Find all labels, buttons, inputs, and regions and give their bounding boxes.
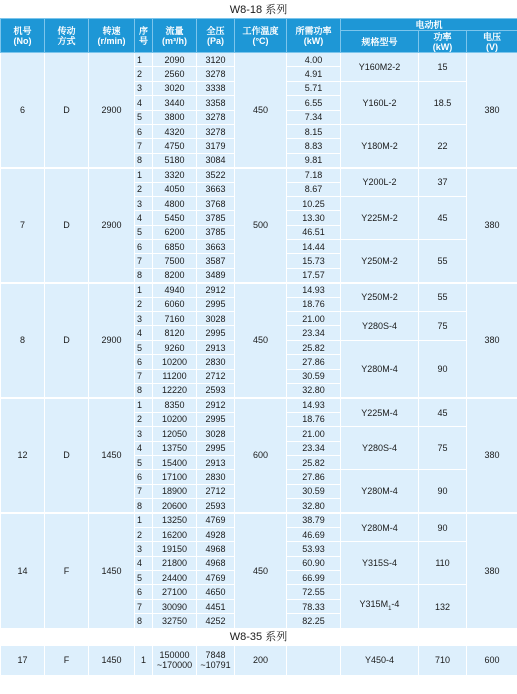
cell-temp: 450 [235, 53, 287, 168]
cell-flow: 5180 [153, 153, 197, 167]
cell-seq: 6 [135, 470, 153, 484]
cell-motor-power: 75 [419, 312, 467, 341]
cell-flow: 3020 [153, 81, 197, 95]
cell-speed: 2900 [89, 283, 135, 398]
col-header-temp: 工作温度 (°C) [235, 19, 287, 53]
cell-voltage: 380 [467, 513, 517, 628]
cell-flow: 4750 [153, 139, 197, 153]
cell-motor-power: 90 [419, 340, 467, 398]
cell-flow: 8120 [153, 326, 197, 340]
cell-power-req: 6.55 [287, 96, 341, 110]
cell-flow: 2560 [153, 67, 197, 81]
cell-seq: 3 [135, 196, 153, 210]
cell-seq: 8 [135, 499, 153, 513]
cell-drive: D [45, 398, 89, 513]
cell-pressure: 3179 [197, 139, 235, 153]
col-header-speed: 转速 (r/min) [89, 19, 135, 53]
cell-power-req: 23.34 [287, 441, 341, 455]
cell-pressure: 4769 [197, 571, 235, 585]
cell-flow: 4320 [153, 124, 197, 138]
cell-seq: 6 [135, 355, 153, 369]
cell-motor-power: 45 [419, 196, 467, 239]
cell-pressure: 4968 [197, 556, 235, 570]
cell-power-req: 46.69 [287, 527, 341, 541]
table-row [1, 283, 517, 297]
cell-motor-power: 45 [419, 398, 467, 427]
cell-flow: 6850 [153, 240, 197, 254]
cell-motor-model: Y280S-4 [341, 312, 419, 341]
cell-voltage: 380 [467, 168, 517, 283]
col-header-motor-power: 功率 (kW) [419, 31, 467, 53]
cell-pressure: 3028 [197, 427, 235, 441]
cell-machine-no: 14 [1, 513, 45, 628]
cell-flow: 21800 [153, 556, 197, 570]
cell-flow: 17100 [153, 470, 197, 484]
cell-seq: 7 [135, 139, 153, 153]
cell-pressure: 3278 [197, 110, 235, 124]
cell-motor-model: Y280S-4 [341, 427, 419, 470]
cell-machine-no: 8 [1, 283, 45, 398]
cell-motor-power: 90 [419, 513, 467, 542]
cell-seq: 2 [135, 527, 153, 541]
cell-motor-power: 132 [419, 585, 467, 628]
cell-motor-model: Y160L-2 [341, 81, 419, 124]
cell-seq: 5 [135, 571, 153, 585]
col-header-machine-no: 机号 (No) [1, 19, 45, 53]
cell-flow: 7500 [153, 254, 197, 268]
cell-flow: 13250 [153, 513, 197, 527]
cell-seq: 4 [135, 96, 153, 110]
cell-power-req: 27.86 [287, 470, 341, 484]
cell-power-req: 14.44 [287, 240, 341, 254]
cell-power-req: 7.34 [287, 110, 341, 124]
cell-pressure: 3338 [197, 81, 235, 95]
spec-table-body [1, 53, 517, 629]
cell-flow: 12050 [153, 427, 197, 441]
cell-machine-no: 12 [1, 398, 45, 513]
cell-seq: 7 [135, 484, 153, 498]
cell-seq: 2 [135, 67, 153, 81]
cell-seq: 4 [135, 556, 153, 570]
cell-motor-model: Y225M-4 [341, 398, 419, 427]
cell-seq: 2 [135, 412, 153, 426]
cell-flow: 5450 [153, 211, 197, 225]
cell-drive: F [45, 513, 89, 628]
col-header-pressure: 全压 (Pa) [197, 19, 235, 53]
cell-motor-model: $Y315M_1-4$ [341, 585, 419, 628]
cell-power-req: 32.80 [287, 499, 341, 513]
fan-spec-table-w8-35 [0, 645, 517, 676]
cell-pressure: 4650 [197, 585, 235, 599]
cell-speed: 1450 [89, 398, 135, 513]
cell-flow: 6200 [153, 225, 197, 239]
cell-motor-model: Y280M-4 [341, 513, 419, 542]
cell-temp: 500 [235, 168, 287, 283]
cell-pressure: 3278 [197, 124, 235, 138]
cell-pressure: 3120 [197, 53, 235, 67]
cell-flow: 24400 [153, 571, 197, 585]
table-row [1, 53, 517, 67]
cell-flow: 3800 [153, 110, 197, 124]
cell-pressure: 2913 [197, 455, 235, 469]
cell-power-req: 18.76 [287, 297, 341, 311]
cell-seq: 2 [135, 297, 153, 311]
cell-flow: 7160 [153, 312, 197, 326]
cell-pressure: 3028 [197, 312, 235, 326]
cell-flow: 4050 [153, 182, 197, 196]
cell-power-req: 66.99 [287, 571, 341, 585]
cell-pressure: 2995 [197, 412, 235, 426]
cell-power-req: 4.00 [287, 53, 341, 67]
cell-voltage: 380 [467, 398, 517, 513]
cell-power-req: 23.34 [287, 326, 341, 340]
cell-motor-model: Y315S-4 [341, 542, 419, 585]
cell-pressure: 2830 [197, 355, 235, 369]
cell-seq: 3 [135, 312, 153, 326]
cell-drive: F [45, 645, 89, 675]
cell-seq: 5 [135, 340, 153, 354]
cell-flow: 3320 [153, 168, 197, 182]
col-header-seq: 序 号 [135, 19, 153, 53]
series-title-w8-18: W8-18 系列 [229, 4, 288, 16]
cell-pressure: 7848 ~10791 [197, 645, 235, 675]
cell-flow: 4800 [153, 196, 197, 210]
cell-pressure: 3522 [197, 168, 235, 182]
cell-speed: 1450 [89, 645, 135, 675]
cell-seq: 8 [135, 383, 153, 397]
cell-power-req: 21.00 [287, 427, 341, 441]
cell-pressure: 2995 [197, 297, 235, 311]
cell-pressure: 3768 [197, 196, 235, 210]
cell-temp: 450 [235, 283, 287, 398]
cell-pressure: 3663 [197, 240, 235, 254]
cell-motor-power: 710 [419, 645, 467, 675]
cell-seq: 1 [135, 283, 153, 297]
cell-pressure: 4968 [197, 542, 235, 556]
col-header-motor: 电动机 [341, 19, 517, 31]
cell-pressure: 3785 [197, 225, 235, 239]
cell-drive: D [45, 283, 89, 398]
cell-seq: 7 [135, 254, 153, 268]
cell-flow: 3440 [153, 96, 197, 110]
cell-power-req: 32.80 [287, 383, 341, 397]
cell-flow: 30090 [153, 599, 197, 613]
cell-motor-power: 110 [419, 542, 467, 585]
cell-drive: D [45, 53, 89, 168]
cell-power-req: 14.93 [287, 398, 341, 412]
cell-power-req: 27.86 [287, 355, 341, 369]
cell-speed: 2900 [89, 168, 135, 283]
col-header-power-req: 所需功率 (kW) [287, 19, 341, 53]
cell-seq: 1 [135, 53, 153, 67]
cell-motor-power: 15 [419, 53, 467, 82]
cell-power-req: 78.33 [287, 599, 341, 613]
col-header-motor-model: 规格型号 [341, 31, 419, 53]
cell-power-req: 25.82 [287, 340, 341, 354]
table-row [1, 168, 517, 182]
cell-power-req: 4.91 [287, 67, 341, 81]
cell-pressure: 3489 [197, 268, 235, 282]
cell-flow: 20600 [153, 499, 197, 513]
cell-flow: 13750 [153, 441, 197, 455]
cell-voltage: 380 [467, 283, 517, 398]
cell-seq: 8 [135, 268, 153, 282]
cell-power-req: 38.79 [287, 513, 341, 527]
cell-seq: 3 [135, 427, 153, 441]
cell-motor-power: 37 [419, 168, 467, 197]
cell-motor-model: Y280M-4 [341, 340, 419, 398]
cell-flow: 10200 [153, 355, 197, 369]
cell-pressure: 2995 [197, 326, 235, 340]
cell-power-req [287, 645, 341, 675]
cell-flow: 9260 [153, 340, 197, 354]
cell-pressure: 2712 [197, 484, 235, 498]
cell-seq: 5 [135, 110, 153, 124]
cell-motor-power: 90 [419, 470, 467, 513]
col-header-voltage: 电压 (V) [467, 31, 517, 53]
cell-pressure: 3587 [197, 254, 235, 268]
cell-temp: 200 [235, 645, 287, 675]
table-row [1, 398, 517, 412]
cell-pressure: 2912 [197, 398, 235, 412]
cell-pressure: 3663 [197, 182, 235, 196]
cell-seq: 6 [135, 585, 153, 599]
cell-motor-model: Y180M-2 [341, 124, 419, 167]
cell-power-req: 30.59 [287, 484, 341, 498]
cell-pressure: 4928 [197, 527, 235, 541]
cell-machine-no: 7 [1, 168, 45, 283]
cell-seq: 6 [135, 240, 153, 254]
cell-flow: 6060 [153, 297, 197, 311]
cell-flow: 32750 [153, 614, 197, 628]
cell-seq: 3 [135, 542, 153, 556]
cell-motor-model: Y200L-2 [341, 168, 419, 197]
cell-pressure: 2593 [197, 499, 235, 513]
cell-flow: 19150 [153, 542, 197, 556]
cell-flow: 2090 [153, 53, 197, 67]
cell-motor-model: Y280M-4 [341, 470, 419, 513]
cell-flow: 11200 [153, 369, 197, 383]
cell-pressure: 2995 [197, 441, 235, 455]
table-row [1, 645, 517, 675]
cell-power-req: 17.57 [287, 268, 341, 282]
cell-seq: 5 [135, 225, 153, 239]
cell-pressure: 4451 [197, 599, 235, 613]
cell-power-req: 82.25 [287, 614, 341, 628]
cell-power-req: 8.83 [287, 139, 341, 153]
cell-seq: 1 [135, 513, 153, 527]
cell-flow: 10200 [153, 412, 197, 426]
cell-pressure: 2593 [197, 383, 235, 397]
cell-power-req: 21.00 [287, 312, 341, 326]
cell-flow: 150000 ~170000 [153, 645, 197, 675]
cell-power-req: 72.55 [287, 585, 341, 599]
cell-pressure: 4769 [197, 513, 235, 527]
cell-seq: 5 [135, 455, 153, 469]
cell-power-req: 30.59 [287, 369, 341, 383]
cell-power-req: 46.51 [287, 225, 341, 239]
cell-power-req: 8.67 [287, 182, 341, 196]
cell-seq: 7 [135, 599, 153, 613]
cell-power-req: 53.93 [287, 542, 341, 556]
cell-seq: 1 [135, 645, 153, 675]
cell-pressure: 4252 [197, 614, 235, 628]
cell-machine-no: 6 [1, 53, 45, 168]
cell-pressure: 3278 [197, 67, 235, 81]
cell-motor-model: Y250M-2 [341, 240, 419, 283]
cell-power-req: 10.25 [287, 196, 341, 210]
cell-power-req: 9.81 [287, 153, 341, 167]
cell-seq: 1 [135, 168, 153, 182]
cell-motor-power: 75 [419, 427, 467, 470]
cell-pressure: 3358 [197, 96, 235, 110]
cell-seq: 8 [135, 153, 153, 167]
cell-motor-power: 18.5 [419, 81, 467, 124]
cell-power-req: 13.30 [287, 211, 341, 225]
cell-seq: 3 [135, 81, 153, 95]
cell-flow: 15400 [153, 455, 197, 469]
cell-seq: 4 [135, 441, 153, 455]
cell-motor-power: 55 [419, 240, 467, 283]
fan-spec-table-w8-18 [0, 18, 517, 629]
cell-drive: D [45, 168, 89, 283]
cell-motor-model: Y250M-2 [341, 283, 419, 312]
cell-seq: 6 [135, 124, 153, 138]
cell-motor-model: Y225M-2 [341, 196, 419, 239]
cell-motor-power: 22 [419, 124, 467, 167]
cell-machine-no: 17 [1, 645, 45, 675]
cell-speed: 1450 [89, 513, 135, 628]
cell-power-req: 15.73 [287, 254, 341, 268]
cell-flow: 8350 [153, 398, 197, 412]
cell-voltage: 600 [467, 645, 517, 675]
cell-power-req: 7.18 [287, 168, 341, 182]
cell-flow: 8200 [153, 268, 197, 282]
cell-seq: 4 [135, 211, 153, 225]
cell-seq: 7 [135, 369, 153, 383]
cell-flow: 18900 [153, 484, 197, 498]
cell-power-req: 18.76 [287, 412, 341, 426]
series-title-w8-35: W8-35 系列 [229, 630, 288, 643]
cell-seq: 1 [135, 398, 153, 412]
cell-voltage: 380 [467, 53, 517, 168]
cell-power-req: 5.71 [287, 81, 341, 95]
col-header-flow: 流量 (m³/h) [153, 19, 197, 53]
cell-power-req: 25.82 [287, 455, 341, 469]
cell-pressure: 2912 [197, 283, 235, 297]
col-header-drive: 传动 方式 [45, 19, 89, 53]
cell-flow: 12220 [153, 383, 197, 397]
cell-flow: 27100 [153, 585, 197, 599]
cell-power-req: 8.15 [287, 124, 341, 138]
cell-pressure: 2913 [197, 340, 235, 354]
cell-flow: 16200 [153, 527, 197, 541]
cell-pressure: 2712 [197, 369, 235, 383]
table-row [1, 513, 517, 527]
cell-seq: 2 [135, 182, 153, 196]
cell-temp: 450 [235, 513, 287, 628]
cell-flow: 4940 [153, 283, 197, 297]
cell-pressure: 3084 [197, 153, 235, 167]
cell-pressure: 2830 [197, 470, 235, 484]
cell-motor-model: Y160M2-2 [341, 53, 419, 82]
cell-pressure: 3785 [197, 211, 235, 225]
cell-motor-power: 55 [419, 283, 467, 312]
cell-seq: 4 [135, 326, 153, 340]
cell-speed: 2900 [89, 53, 135, 168]
cell-power-req: 14.93 [287, 283, 341, 297]
cell-motor-model: Y450-4 [341, 645, 419, 675]
cell-seq: 8 [135, 614, 153, 628]
cell-power-req: 60.90 [287, 556, 341, 570]
cell-temp: 600 [235, 398, 287, 513]
